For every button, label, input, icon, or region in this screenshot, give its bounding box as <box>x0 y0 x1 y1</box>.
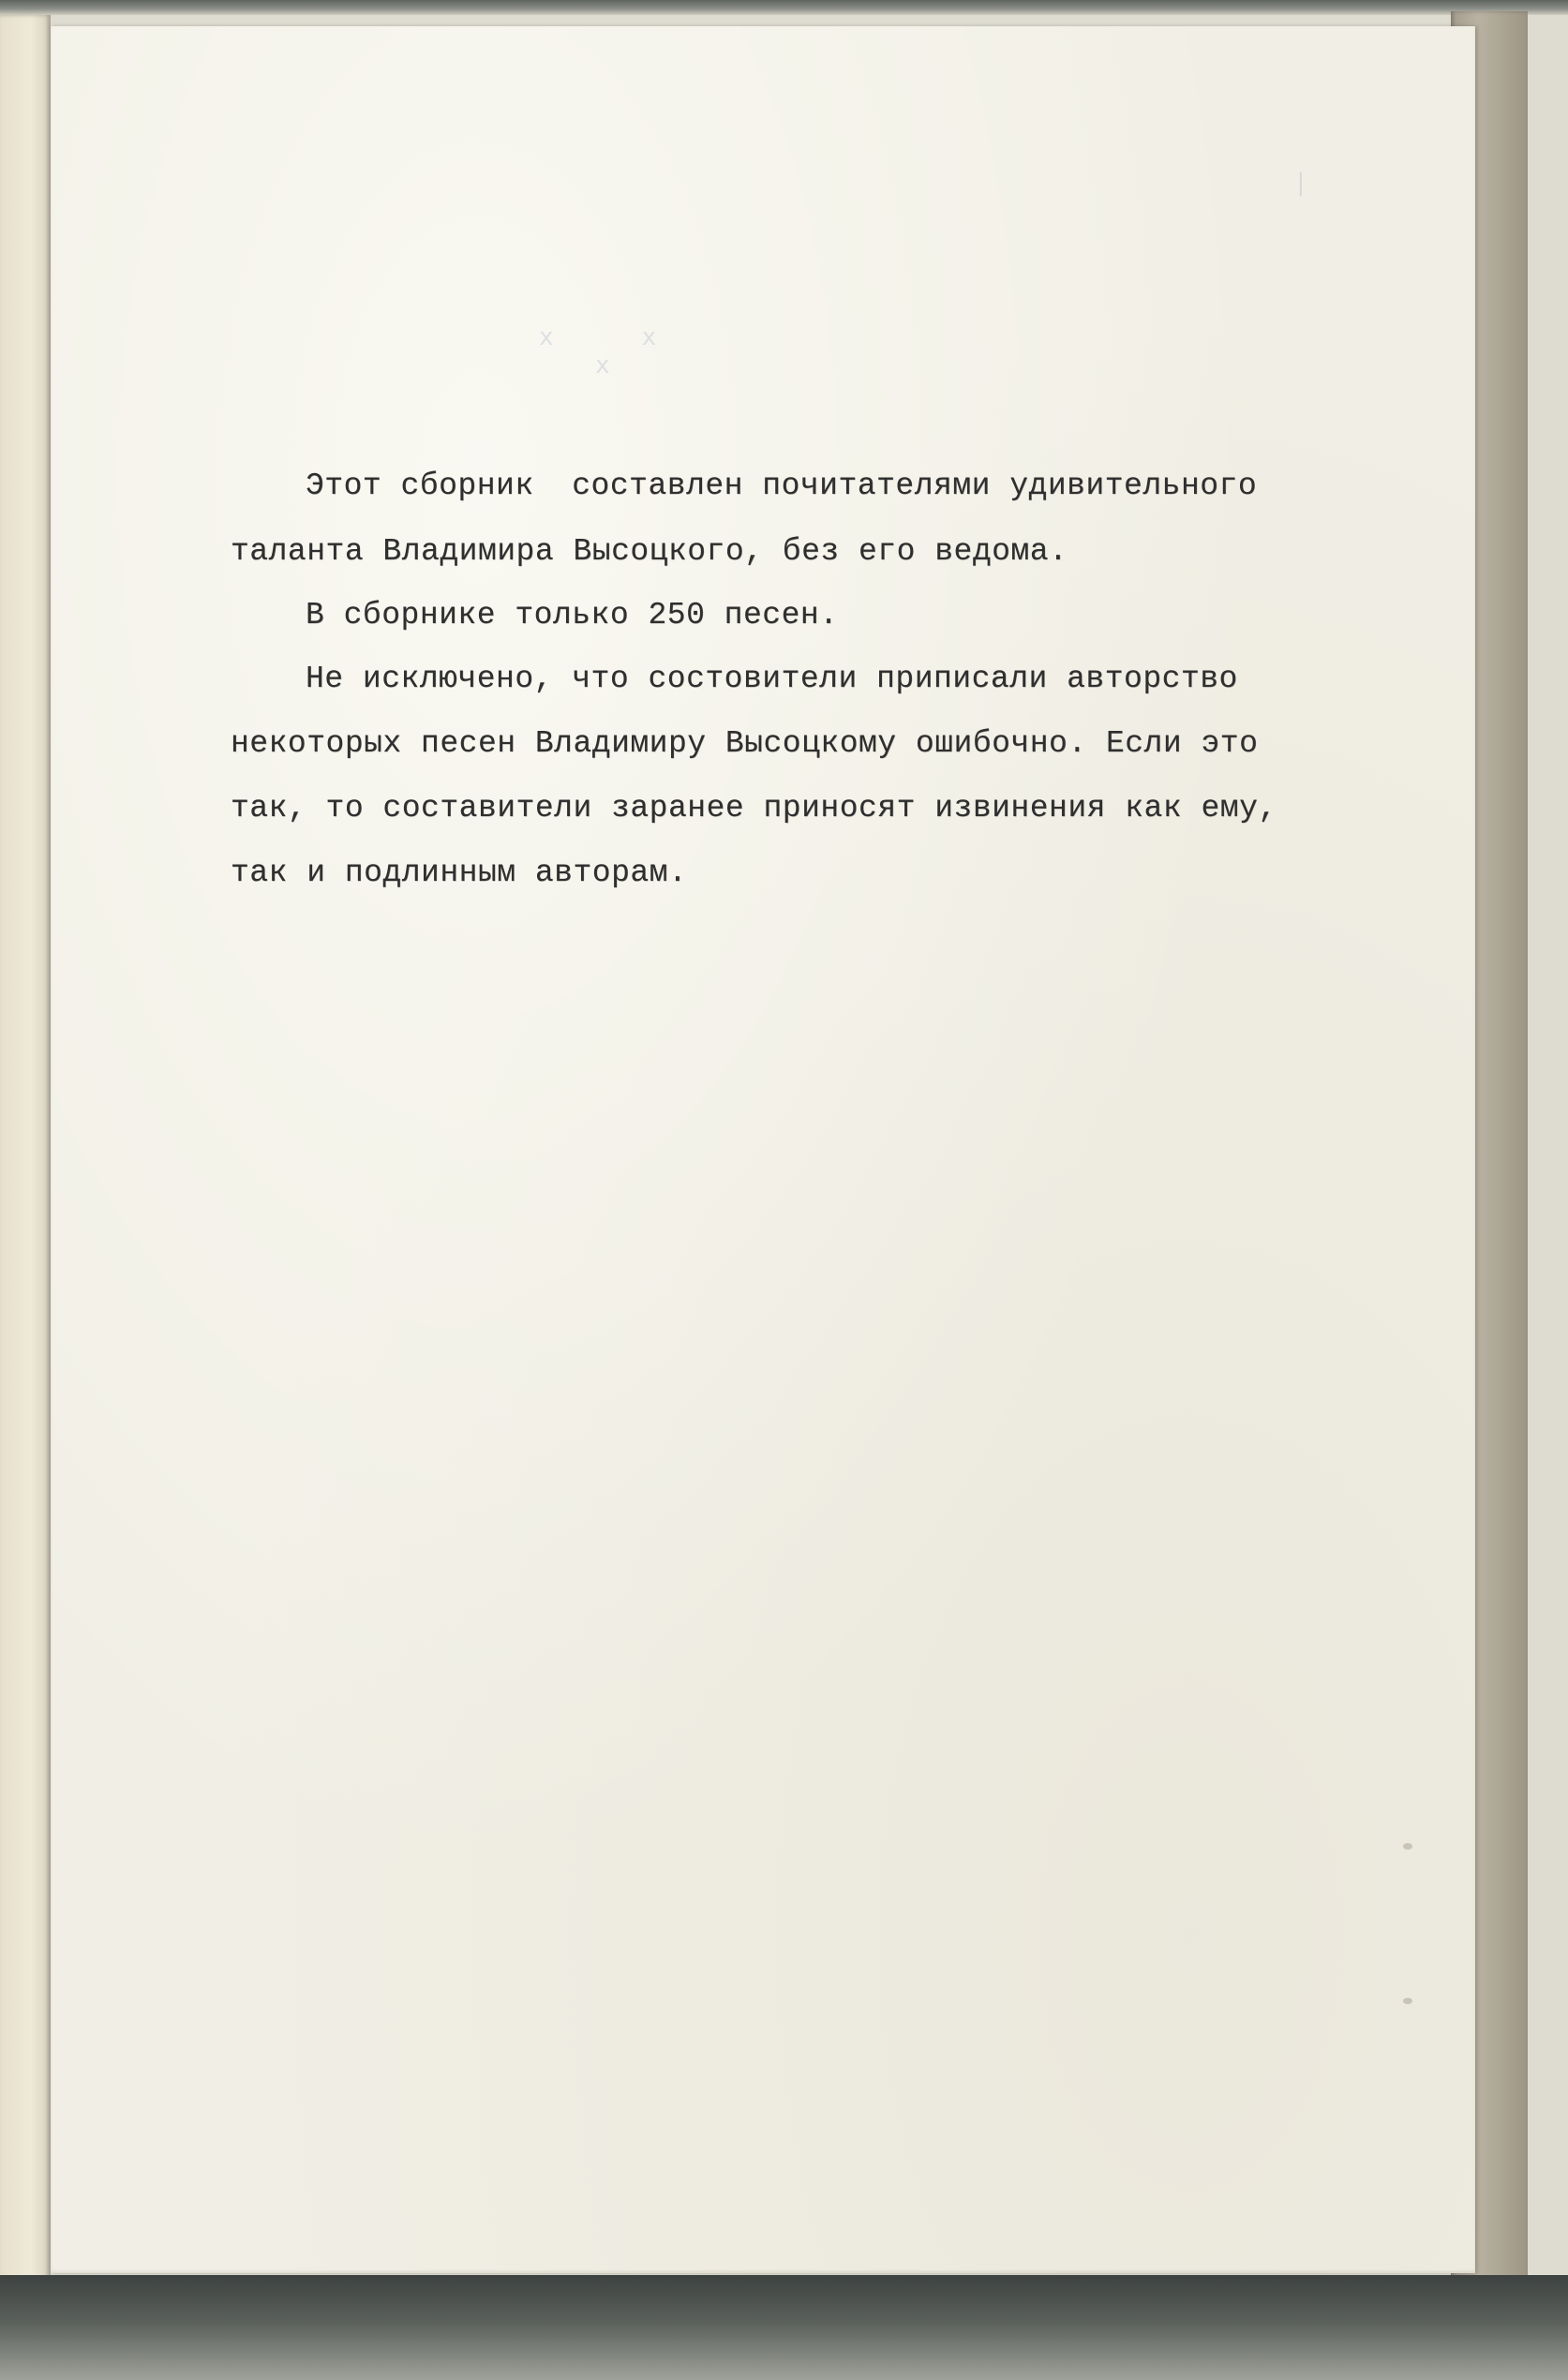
paragraph-1-line-1: Этот сборник составлен почитателями удивительного <box>306 469 1258 503</box>
binding-hole <box>1403 1998 1412 2004</box>
paragraph-3-line-2: некоторых песен Владимиру Высоцкому ошибочно. Если это <box>231 726 1259 761</box>
show-through-mark: x <box>595 351 610 379</box>
paragraph-3-line-1: Не исключено, что состовители приписали авторство <box>306 662 1238 696</box>
paragraph-2-line-1: В сборнике только 250 песен. <box>306 598 839 632</box>
show-through-mark: | <box>1293 169 1308 197</box>
paragraph-3-line-4: так и подлинным авторам. <box>231 855 688 890</box>
show-through-mark: x x <box>539 323 657 351</box>
binding-hole <box>1403 1843 1412 1850</box>
paragraph-3-line-3: так, то составители заранее приносят извинения как ему, <box>231 791 1277 826</box>
paragraph-1-line-2: таланта Владимира Высоцкого, без его ведома. <box>231 534 1068 569</box>
